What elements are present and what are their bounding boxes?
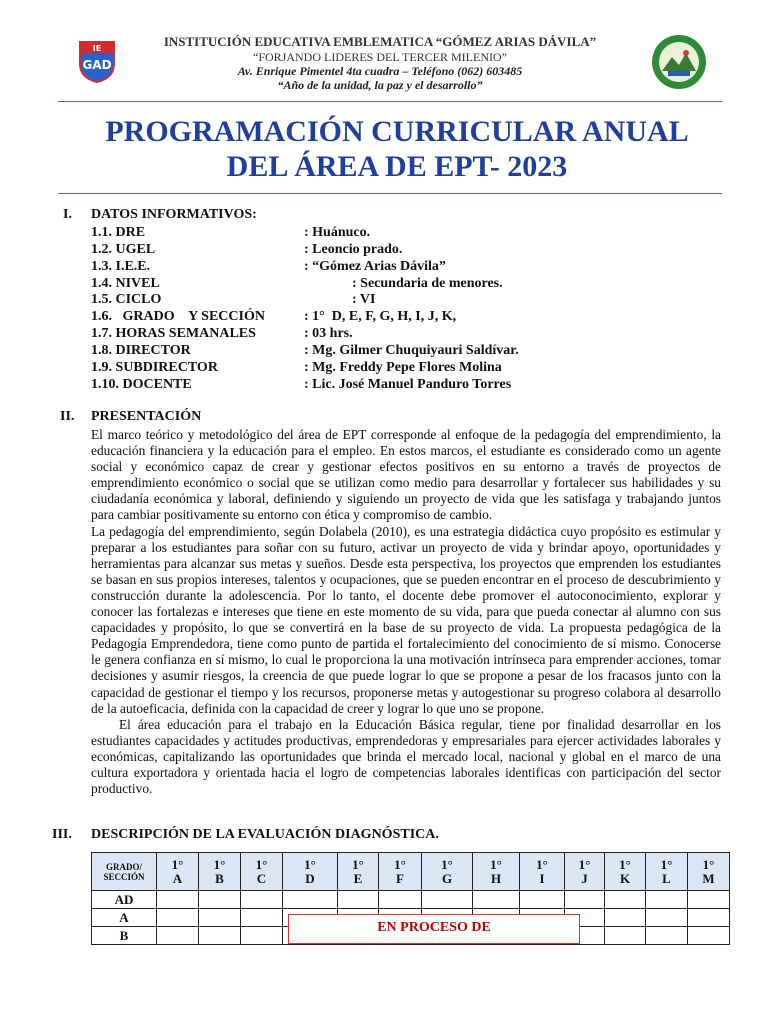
column-header: 1° L <box>646 853 688 891</box>
svg-text:GAD: GAD <box>82 58 112 72</box>
svg-text:IE: IE <box>92 44 102 53</box>
corner-cell: GRADO/ SECCIÓN <box>92 853 157 891</box>
info-row: 1.9. SUBDIRECTOR : Mg. Freddy Pepe Flores Molina <box>91 360 502 375</box>
title-line-1: PROGRAMACIÓN CURRICULAR ANUAL <box>105 115 689 148</box>
table-row <box>92 891 730 909</box>
institution-address: Av. Enrique Pimentel 4ta cuadra – Teléfono (062) 603485 <box>237 64 523 78</box>
info-row: 1.8. DIRECTOR : Mg. Gilmer Chuquiyauri Saldívar. <box>91 343 519 358</box>
section-heading-datos <box>63 207 463 225</box>
header-divider <box>58 101 722 102</box>
section-number: I. <box>63 207 72 222</box>
info-row: 1.5. CICLO : VI <box>91 292 376 307</box>
paragraph: La pedagogía del emprendimiento, según Dolabela (2010), es una estrategia didáctica cuyo propósito es estimular y preparar a los estudiantes para soñar con su futuro, activar un proyecto de vida y brindar apoyo, oportunidades y herramientas para alcanzar sus metas y sueños. Desde esta perspectiva, los proyectos que emprenden los estudiantes se basan en sus propios intereses, talentos y ocupaciones, que se pueden encontrar en el proceso de descubrimiento y construcción durante la adolescencia. Por lo tanto, el docente debe promover el autoconocimiento, explorar y conocer las fortalezas e intereses que tiene en este momento de su vida, para que pueda conectar al alumno con sus capacidades y propósito, lo que se convertirá en la base de su proyecto de vida. La propuesta pedagógica de la Pedagogía Emprendedora, tiene como punto de partida el fortalecimiento del conocimiento de sí mismo. Conocerse le genera confianza en sí mismo, lo cual le proporciona la una motivación intrínseca para emprender acciones, tomar decisiones y asumir riesgos, la creencia de que puede lograr lo que se propone a pesar de los fracasos junto con la capacidad de gestionar el tiempo y los recursos, proponerse metas y autogestionar su progreso colabora al desarrollo de la autoeficacia, definida con la capacidad de creer y lograr lo que uno se propone. <box>91 523 721 716</box>
title-line-2: DEL ÁREA DE EPT- 2023 <box>226 150 568 183</box>
institution-name: INSTITUCIÓN EDUCATIVA EMBLEMATICA “GÓMEZ ARIAS DÁVILA” <box>163 34 597 49</box>
column-header: 1° H <box>473 853 520 891</box>
section-title: DATOS INFORMATIVOS: <box>91 207 257 222</box>
column-header: 1° D <box>283 853 338 891</box>
column-header: 1° I <box>520 853 565 891</box>
paragraph: El área educación para el trabajo en la Educación Básica regular, tiene por finalidad desarrollar en los estudiantes capacidades y actitudes productivas, emprendedoras y empresariales para ejercer actividades laborales y económicas, capitalizando las oportunidades que brinda el mercado local, nacional y global en el marco de una cultura exportadora y orientada hacia el logro de competencias laborales identificas con participación del sector productivo. <box>91 716 721 797</box>
title-divider <box>58 193 722 194</box>
column-header: 1° G <box>422 853 473 891</box>
info-row: 1.2. UGEL : Leoncio prado. <box>91 242 403 257</box>
column-header: 1° E <box>338 853 379 891</box>
column-header: 1° C <box>241 853 283 891</box>
school-seal-icon <box>650 33 708 91</box>
section-number: II. <box>60 409 75 424</box>
column-header: 1° J <box>565 853 605 891</box>
info-row: 1.10. DOCENTE : Lic. José Manuel Panduro Torres <box>91 377 512 392</box>
row-label: AD <box>92 891 157 909</box>
section-heading-evaluacion <box>52 827 652 845</box>
info-row: 1.3. I.E.E. : “Gómez Arias Dávila” <box>91 259 446 274</box>
info-row: 1.6. GRADO Y SECCIÓN : 1° D, E, F, G, H, I, J, K, <box>91 309 457 324</box>
info-row: 1.7. HORAS SEMANALES : 03 hrs. <box>91 326 353 341</box>
column-header: 1° A <box>157 853 199 891</box>
presentation-text <box>91 427 721 797</box>
in-progress-stamp: EN PROCESO DE <box>288 914 580 944</box>
institution-motto: “FORJANDO LIDERES DEL TERCER MILENIO” <box>253 50 507 64</box>
column-header: 1° K <box>605 853 646 891</box>
institution-logo <box>74 38 120 84</box>
column-header: 1° B <box>199 853 241 891</box>
row-label: B <box>92 927 157 945</box>
paragraph: El marco teórico y metodológico del área de EPT corresponde al enfoque de la pedagogía del emprendimiento, la educación financiera y la educación para el empleo. En estos marcos, el estudiante es considerado como un agente social y económico capaz de crear y gestionar efectos positivos en su entorno a través de proyectos de emprendimiento económico o social que se utilizan como medio para desarrollar y fortalecer sus habilidades y su ciudadanía económica y laboral, definiendo y siguiendo un proyecto de vida que les satisfaga y trabajando juntos para cambiar positivamente su entorno con ética y compromiso de cambio. <box>91 427 721 523</box>
section-number: III. <box>52 827 72 842</box>
page-title <box>60 114 734 184</box>
row-label: A <box>92 909 157 927</box>
info-row: 1.4. NIVEL : Secundaria de menores. <box>91 276 503 291</box>
section-title: PRESENTACIÓN <box>91 409 202 424</box>
info-row: 1.1. DRE : Huánuco. <box>91 225 371 240</box>
column-header: 1° M <box>688 853 730 891</box>
shield-logo-icon <box>74 38 120 84</box>
year-slogan: “Año de la unidad, la paz y el desarrollo” <box>277 78 483 92</box>
section-heading-presentacion <box>60 409 460 427</box>
table-header-row <box>92 853 730 891</box>
section-title: DESCRIPCIÓN DE LA EVALUACIÓN DIAGNÓSTICA. <box>91 827 439 842</box>
column-header: 1° F <box>379 853 422 891</box>
